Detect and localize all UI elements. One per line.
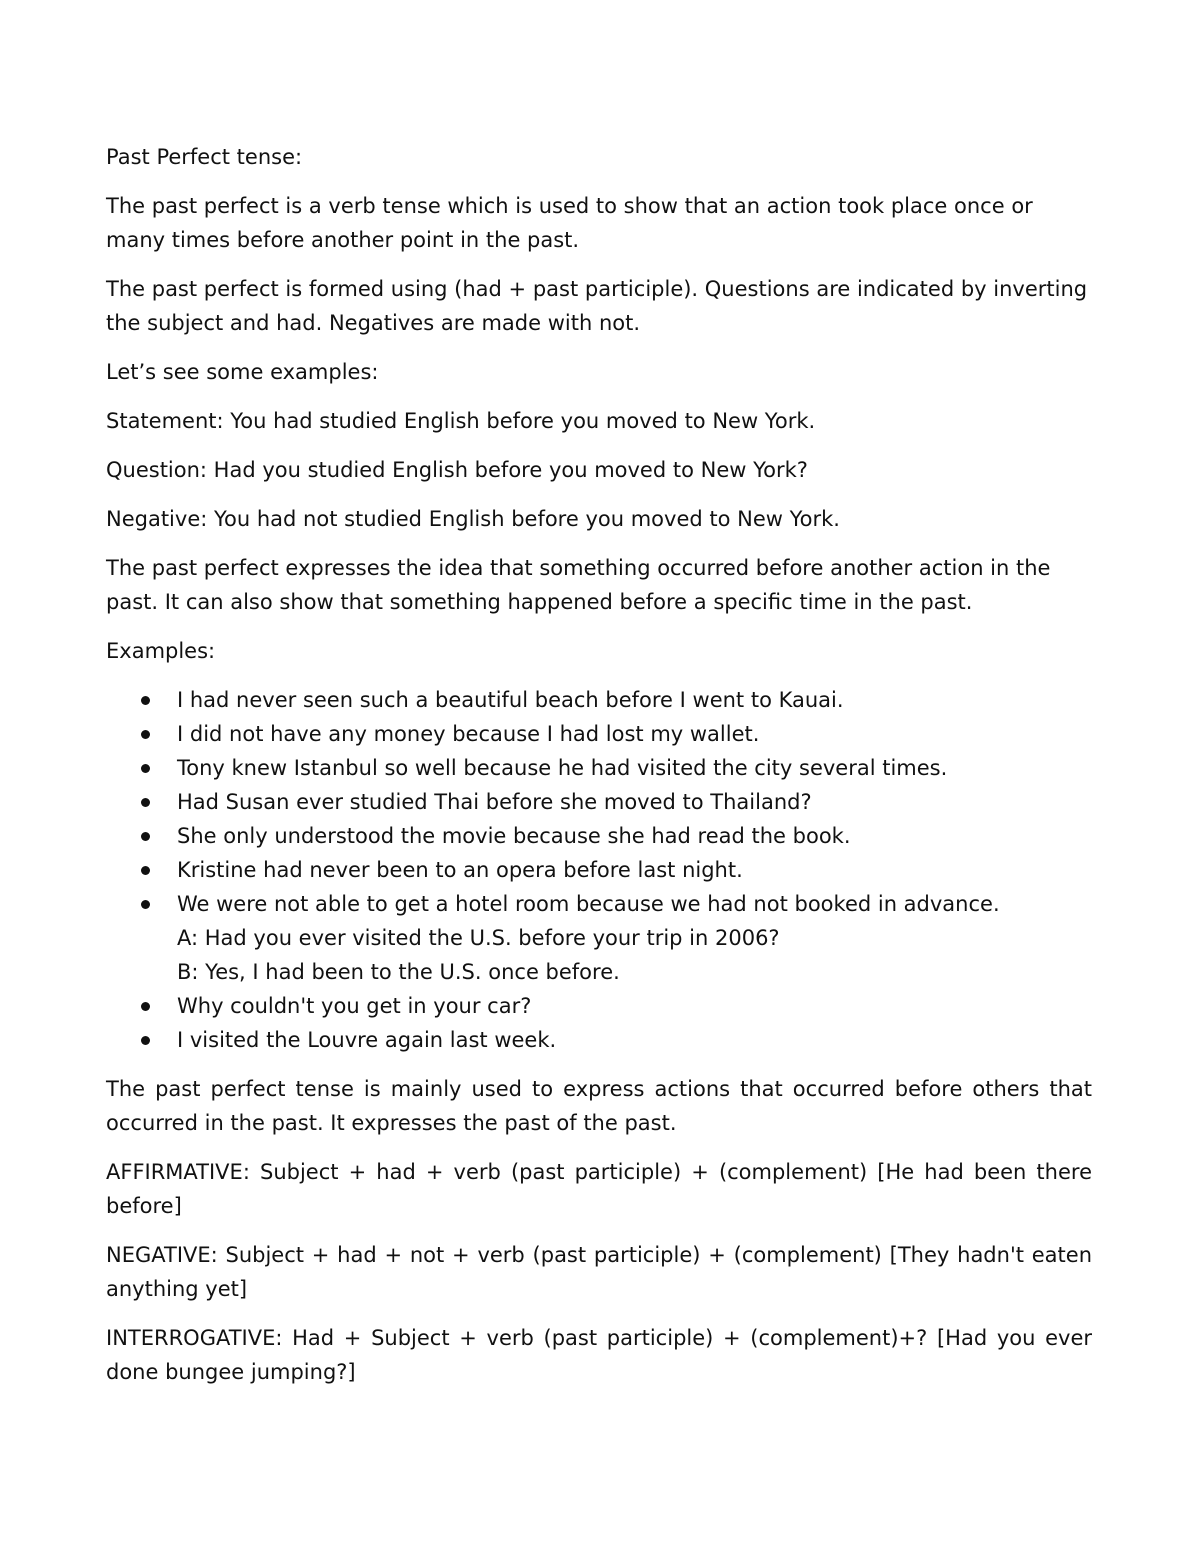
bullet-icon: [141, 1002, 150, 1011]
negative-example: Negative: You had not studied English before you moved to New York.: [106, 507, 840, 531]
bullet-icon: [141, 730, 150, 739]
examples-intro: Let’s see some examples:: [106, 360, 379, 384]
dialogue-line-a: A: Had you ever visited the U.S. before your trip in 2006?: [177, 926, 780, 950]
examples-list: [106, 683, 1092, 921]
bullet-icon: [141, 1036, 150, 1045]
summary-paragraph: The past perfect tense is mainly used to express actions that occurred before others that occurred in the past. It expresses the past of the past.: [106, 1077, 1092, 1135]
list-item: I did not have any money because I had lost my wallet.: [106, 717, 1092, 751]
document-page: [106, 140, 1092, 1404]
statement-example: Statement: You had studied English before you moved to New York.: [106, 409, 816, 433]
definition-paragraph: The past perfect is a verb tense which is used to show that an action took place once or many times before another point in the past.: [106, 194, 1033, 252]
list-item: She only understood the movie because she had read the book.: [106, 819, 1092, 853]
list-item: Had Susan ever studied Thai before she moved to Thailand?: [106, 785, 1092, 819]
dialogue-line-b: B: Yes, I had been to the U.S. once before.: [177, 960, 620, 984]
list-item: I visited the Louvre again last week.: [106, 1023, 1092, 1057]
examples-list-continued: [106, 989, 1092, 1057]
dialogue-block: [106, 921, 1092, 989]
bullet-icon: [141, 866, 150, 875]
negative-structure: NEGATIVE: Subject + had + not + verb (past participle) + (complement) [They hadn't eaten anything yet]: [106, 1243, 1092, 1301]
list-item: I had never seen such a beautiful beach before I went to Kauai.: [106, 683, 1092, 717]
list-item: Why couldn't you get in your car?: [106, 989, 1092, 1023]
bullet-icon: [141, 696, 150, 705]
question-example: Question: Had you studied English before you moved to New York?: [106, 458, 808, 482]
list-item: We were not able to get a hotel room because we had not booked in advance.: [106, 887, 1092, 921]
bullet-icon: [141, 900, 150, 909]
formation-paragraph: The past perfect is formed using (had + past participle). Questions are indicated by inverting the subject and had. Negatives are made with not.: [106, 277, 1088, 335]
affirmative-structure: AFFIRMATIVE: Subject + had + verb (past participle) + (complement) [He had been there before]: [106, 1160, 1092, 1218]
bullet-icon: [141, 764, 150, 773]
interrogative-structure: INTERROGATIVE: Had + Subject + verb (past participle) + (complement)+? [Had you ever done bungee jumping?]: [106, 1326, 1092, 1384]
examples-label: Examples:: [106, 639, 216, 663]
bullet-icon: [141, 798, 150, 807]
bullet-icon: [141, 832, 150, 841]
list-item: Tony knew Istanbul so well because he had visited the city several times.: [106, 751, 1092, 785]
list-item: Kristine had never been to an opera before last night.: [106, 853, 1092, 887]
usage-paragraph: The past perfect expresses the idea that something occurred before another action in the past. It can also show that something happened before a specific time in the past.: [106, 556, 1051, 614]
document-heading: Past Perfect tense:: [106, 145, 303, 169]
